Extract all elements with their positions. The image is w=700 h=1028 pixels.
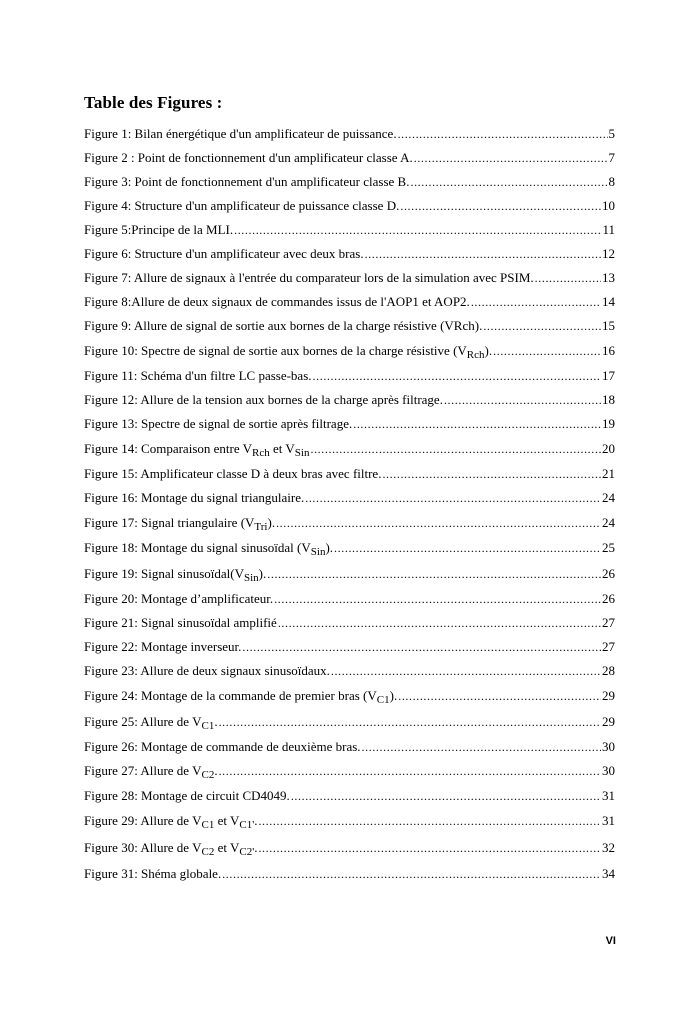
toc-page-number: 32 (602, 840, 615, 855)
text-segment: . (214, 714, 218, 729)
toc-entry[interactable] (84, 813, 615, 829)
toc-entry[interactable] (84, 343, 615, 359)
text-segment: Figure 13: Spectre de signal de sortie après filtrage. (84, 416, 353, 431)
toc-page-number: 27 (602, 615, 615, 630)
subscript: Tri (254, 521, 268, 531)
text-segment: ). (325, 540, 334, 555)
toc-entry-title (84, 663, 330, 679)
text-segment: . (254, 840, 258, 855)
dot-leader (353, 416, 601, 432)
toc-page-number: 13 (602, 270, 615, 285)
toc-entry[interactable] (84, 416, 615, 432)
toc-page-number: 10 (602, 198, 615, 213)
text-segment: Figure 28: Montage de circuit CD4049. (84, 788, 290, 803)
text-segment: Figure 23: Allure de deux signaux sinusoïdaux. (84, 663, 330, 678)
toc-page-number: 28 (602, 663, 615, 678)
toc-entry[interactable] (84, 270, 615, 286)
dot-leader (362, 739, 601, 755)
toc-page-number: 11 (602, 222, 615, 237)
toc-entry-title (84, 368, 312, 384)
toc-entry-title (84, 174, 409, 190)
text-segment: ). (267, 515, 276, 530)
toc-entry[interactable] (84, 466, 615, 482)
subscript: Rch (466, 349, 485, 359)
dot-leader (400, 198, 601, 214)
subscript: C1 (201, 720, 215, 730)
dot-leader (267, 566, 601, 582)
dot-leader (276, 515, 601, 531)
toc-entry-title (84, 246, 364, 262)
dot-leader (222, 866, 601, 882)
toc-page-number: 26 (602, 566, 615, 581)
toc-entry[interactable] (84, 198, 615, 214)
subscript: Sin (310, 546, 326, 556)
toc-page-number: 16 (602, 343, 615, 358)
toc-entry[interactable] (84, 763, 615, 779)
toc-page-number: 21 (602, 466, 615, 481)
text-segment: Figure 25: Allure de V (84, 714, 202, 729)
dot-leader (258, 840, 601, 856)
toc-entry[interactable] (84, 126, 615, 142)
toc-entry-title (84, 515, 275, 531)
toc-page-number: 18 (602, 392, 615, 407)
text-segment: Figure 2 : Point de fonctionnement d'un amplificateur classe A. (84, 150, 413, 165)
toc-entry[interactable] (84, 490, 615, 506)
text-segment: ). (258, 566, 267, 581)
toc-entry-title (84, 416, 352, 432)
toc-page-number: 7 (608, 150, 615, 165)
toc-entry[interactable] (84, 739, 615, 755)
text-segment: Figure 24: Montage de la commande de premier bras (V (84, 688, 377, 703)
toc-entry[interactable] (84, 788, 615, 804)
toc-entry[interactable] (84, 591, 615, 607)
dot-leader (444, 392, 601, 408)
dot-leader (331, 663, 601, 679)
toc-entry[interactable] (84, 441, 615, 457)
toc-entry-title (84, 466, 381, 482)
text-segment: Figure 5:Principe de la MLI. (84, 222, 234, 237)
toc-page-number: 31 (602, 813, 615, 828)
dot-leader (382, 466, 601, 482)
toc-entry[interactable] (84, 566, 615, 582)
toc-entry-title (84, 392, 443, 408)
toc-page-number: 24 (602, 515, 615, 530)
dot-leader (258, 813, 601, 829)
text-segment: Figure 18: Montage du signal sinusoïdal (V (84, 540, 311, 555)
toc-entry[interactable] (84, 222, 615, 238)
subscript: C2' (239, 846, 255, 856)
toc-entry-title (84, 615, 277, 631)
toc-entry[interactable] (84, 515, 615, 531)
text-segment: Figure 27: Allure de V (84, 763, 202, 778)
text-segment: ). (389, 688, 398, 703)
text-segment: Figure 29: Allure de V (84, 813, 202, 828)
toc-entry-title (84, 318, 482, 334)
toc-page-number: 25 (602, 540, 615, 555)
subscript: Sin (294, 447, 310, 457)
text-segment: et V (214, 840, 240, 855)
toc-page-number: 14 (602, 294, 615, 309)
toc-entry-title (84, 566, 266, 582)
dot-leader (535, 270, 601, 286)
toc-entry[interactable] (84, 174, 615, 190)
toc-page-number: 19 (602, 416, 615, 431)
subscript: C1' (239, 819, 255, 829)
text-segment: Figure 1: Bilan énergétique d'un amplificateur de puissance. (84, 126, 397, 141)
toc-entry-title (84, 714, 218, 730)
toc-entry-title (84, 813, 257, 829)
toc-entry-title (84, 222, 233, 238)
toc-entry-title (84, 840, 257, 856)
text-segment: Figure 14: Comparaison entre V (84, 441, 253, 456)
text-segment: et V (214, 813, 240, 828)
toc-entry-title (84, 150, 413, 166)
toc-entry-title (84, 866, 221, 882)
toc-entry[interactable] (84, 392, 615, 408)
toc-entry-title (84, 788, 290, 804)
text-segment: Figure 11: Schéma d'un filtre LC passe-bas. (84, 368, 312, 383)
toc-entry[interactable] (84, 540, 615, 556)
page-title: Table des Figures : (84, 93, 223, 112)
text-segment: Figure 20: Montage d’amplificateur. (84, 591, 274, 606)
toc-entry-title (84, 763, 218, 779)
toc-page-number: 29 (602, 688, 615, 703)
toc-page-number: 29 (602, 714, 615, 729)
page-number: VI (605, 935, 616, 947)
toc-page-number: 24 (602, 490, 615, 505)
toc-entry[interactable] (84, 318, 615, 334)
toc-page-number: 30 (602, 739, 615, 754)
text-segment: . (254, 813, 258, 828)
dot-leader (219, 763, 601, 779)
toc-entry-title (84, 639, 241, 655)
text-segment: Figure 17: Signal triangulaire (V (84, 515, 255, 530)
subscript: C1 (201, 819, 215, 829)
dot-leader (219, 714, 601, 730)
text-segment: Figure 30: Allure de V (84, 840, 202, 855)
subscript: C2 (201, 769, 215, 779)
dot-leader (242, 639, 601, 655)
toc-entry[interactable] (84, 714, 615, 730)
toc-page-number: 27 (602, 639, 615, 654)
toc-entry[interactable] (84, 639, 615, 655)
toc-page-number: 26 (602, 591, 615, 606)
dot-leader (313, 368, 601, 384)
toc-entry-title (84, 270, 534, 286)
toc-entry[interactable] (84, 840, 615, 856)
toc-page-number: 12 (602, 246, 615, 261)
toc-page-number: 34 (602, 866, 615, 881)
text-segment: et V (269, 441, 295, 456)
dot-leader (278, 615, 601, 631)
dot-leader (365, 246, 601, 262)
toc-entry-title (84, 490, 304, 506)
dot-leader (410, 174, 607, 190)
text-segment: Figure 6: Structure d'un amplificateur avec deux bras. (84, 246, 364, 261)
text-segment: Figure 15: Amplificateur classe D à deux bras avec filtre. (84, 466, 382, 481)
text-segment: ). (484, 343, 493, 358)
text-segment: Figure 26: Montage de commande de deuxième bras. (84, 739, 361, 754)
toc-entry[interactable] (84, 246, 615, 262)
dot-leader (471, 294, 601, 310)
toc-entry-title (84, 441, 309, 457)
subscript: C1 (376, 694, 390, 704)
text-segment: Figure 8:Allure de deux signaux de commandes issus de l'AOP1 et AOP2. (84, 294, 470, 309)
toc-entry-title (84, 540, 333, 556)
dot-leader (483, 318, 601, 334)
toc-entry-title (84, 688, 397, 704)
toc-entry[interactable] (84, 866, 615, 882)
toc-entry[interactable] (84, 615, 615, 631)
toc-entry-title (84, 591, 273, 607)
dot-leader (305, 490, 601, 506)
toc-entry-title (84, 739, 361, 755)
toc-entry[interactable] (84, 368, 615, 384)
dot-leader (414, 150, 608, 166)
toc-page-number: 30 (602, 763, 615, 778)
text-segment: Figure 16: Montage du signal triangulaire. (84, 490, 305, 505)
subscript: C2 (201, 846, 215, 856)
text-segment: . (214, 763, 218, 778)
text-segment: Figure 7: Allure de signaux à l'entrée du comparateur lors de la simulation avec PSIM. (84, 270, 534, 285)
toc-page-number: 15 (602, 318, 615, 333)
text-segment: Figure 10: Spectre de signal de sortie aux bornes de la charge résistive (V (84, 343, 467, 358)
dot-leader (334, 540, 601, 556)
toc-entry[interactable] (84, 294, 615, 310)
subscript: Rch (252, 447, 270, 457)
toc-entry[interactable] (84, 663, 615, 679)
text-segment: Figure 22: Montage inverseur. (84, 639, 242, 654)
toc-entry-title (84, 198, 399, 214)
toc-entry[interactable] (84, 150, 615, 166)
toc-page-number: 8 (608, 174, 615, 189)
subscript: Sin (243, 572, 259, 582)
dot-leader (493, 343, 601, 359)
toc-entry-title (84, 126, 397, 142)
toc-entry-title (84, 343, 492, 359)
dot-leader (310, 441, 601, 457)
toc-page-number: 5 (608, 126, 615, 141)
text-segment: Figure 12: Allure de la tension aux bornes de la charge après filtrage. (84, 392, 443, 407)
dot-leader (398, 126, 608, 142)
text-segment: Figure 21: Signal sinusoïdal amplifié (84, 615, 277, 630)
dot-leader (274, 591, 601, 607)
text-segment: Figure 19: Signal sinusoïdal(V (84, 566, 244, 581)
dot-leader (398, 688, 601, 704)
toc-entry-title (84, 294, 470, 310)
toc-page-number: 20 (602, 441, 615, 456)
toc-page-number: 31 (602, 788, 615, 803)
dot-leader (291, 788, 601, 804)
text-segment: Figure 3: Point de fonctionnement d'un amplificateur classe B. (84, 174, 410, 189)
text-segment: Figure 4: Structure d'un amplificateur de puissance classe D. (84, 198, 400, 213)
dot-leader (234, 222, 601, 238)
text-segment: Figure 31: Shéma globale. (84, 866, 222, 881)
text-segment: Figure 9: Allure de signal de sortie aux bornes de la charge résistive (VRch). (84, 318, 483, 333)
toc-entry[interactable] (84, 688, 615, 704)
toc-page-number: 17 (602, 368, 615, 383)
